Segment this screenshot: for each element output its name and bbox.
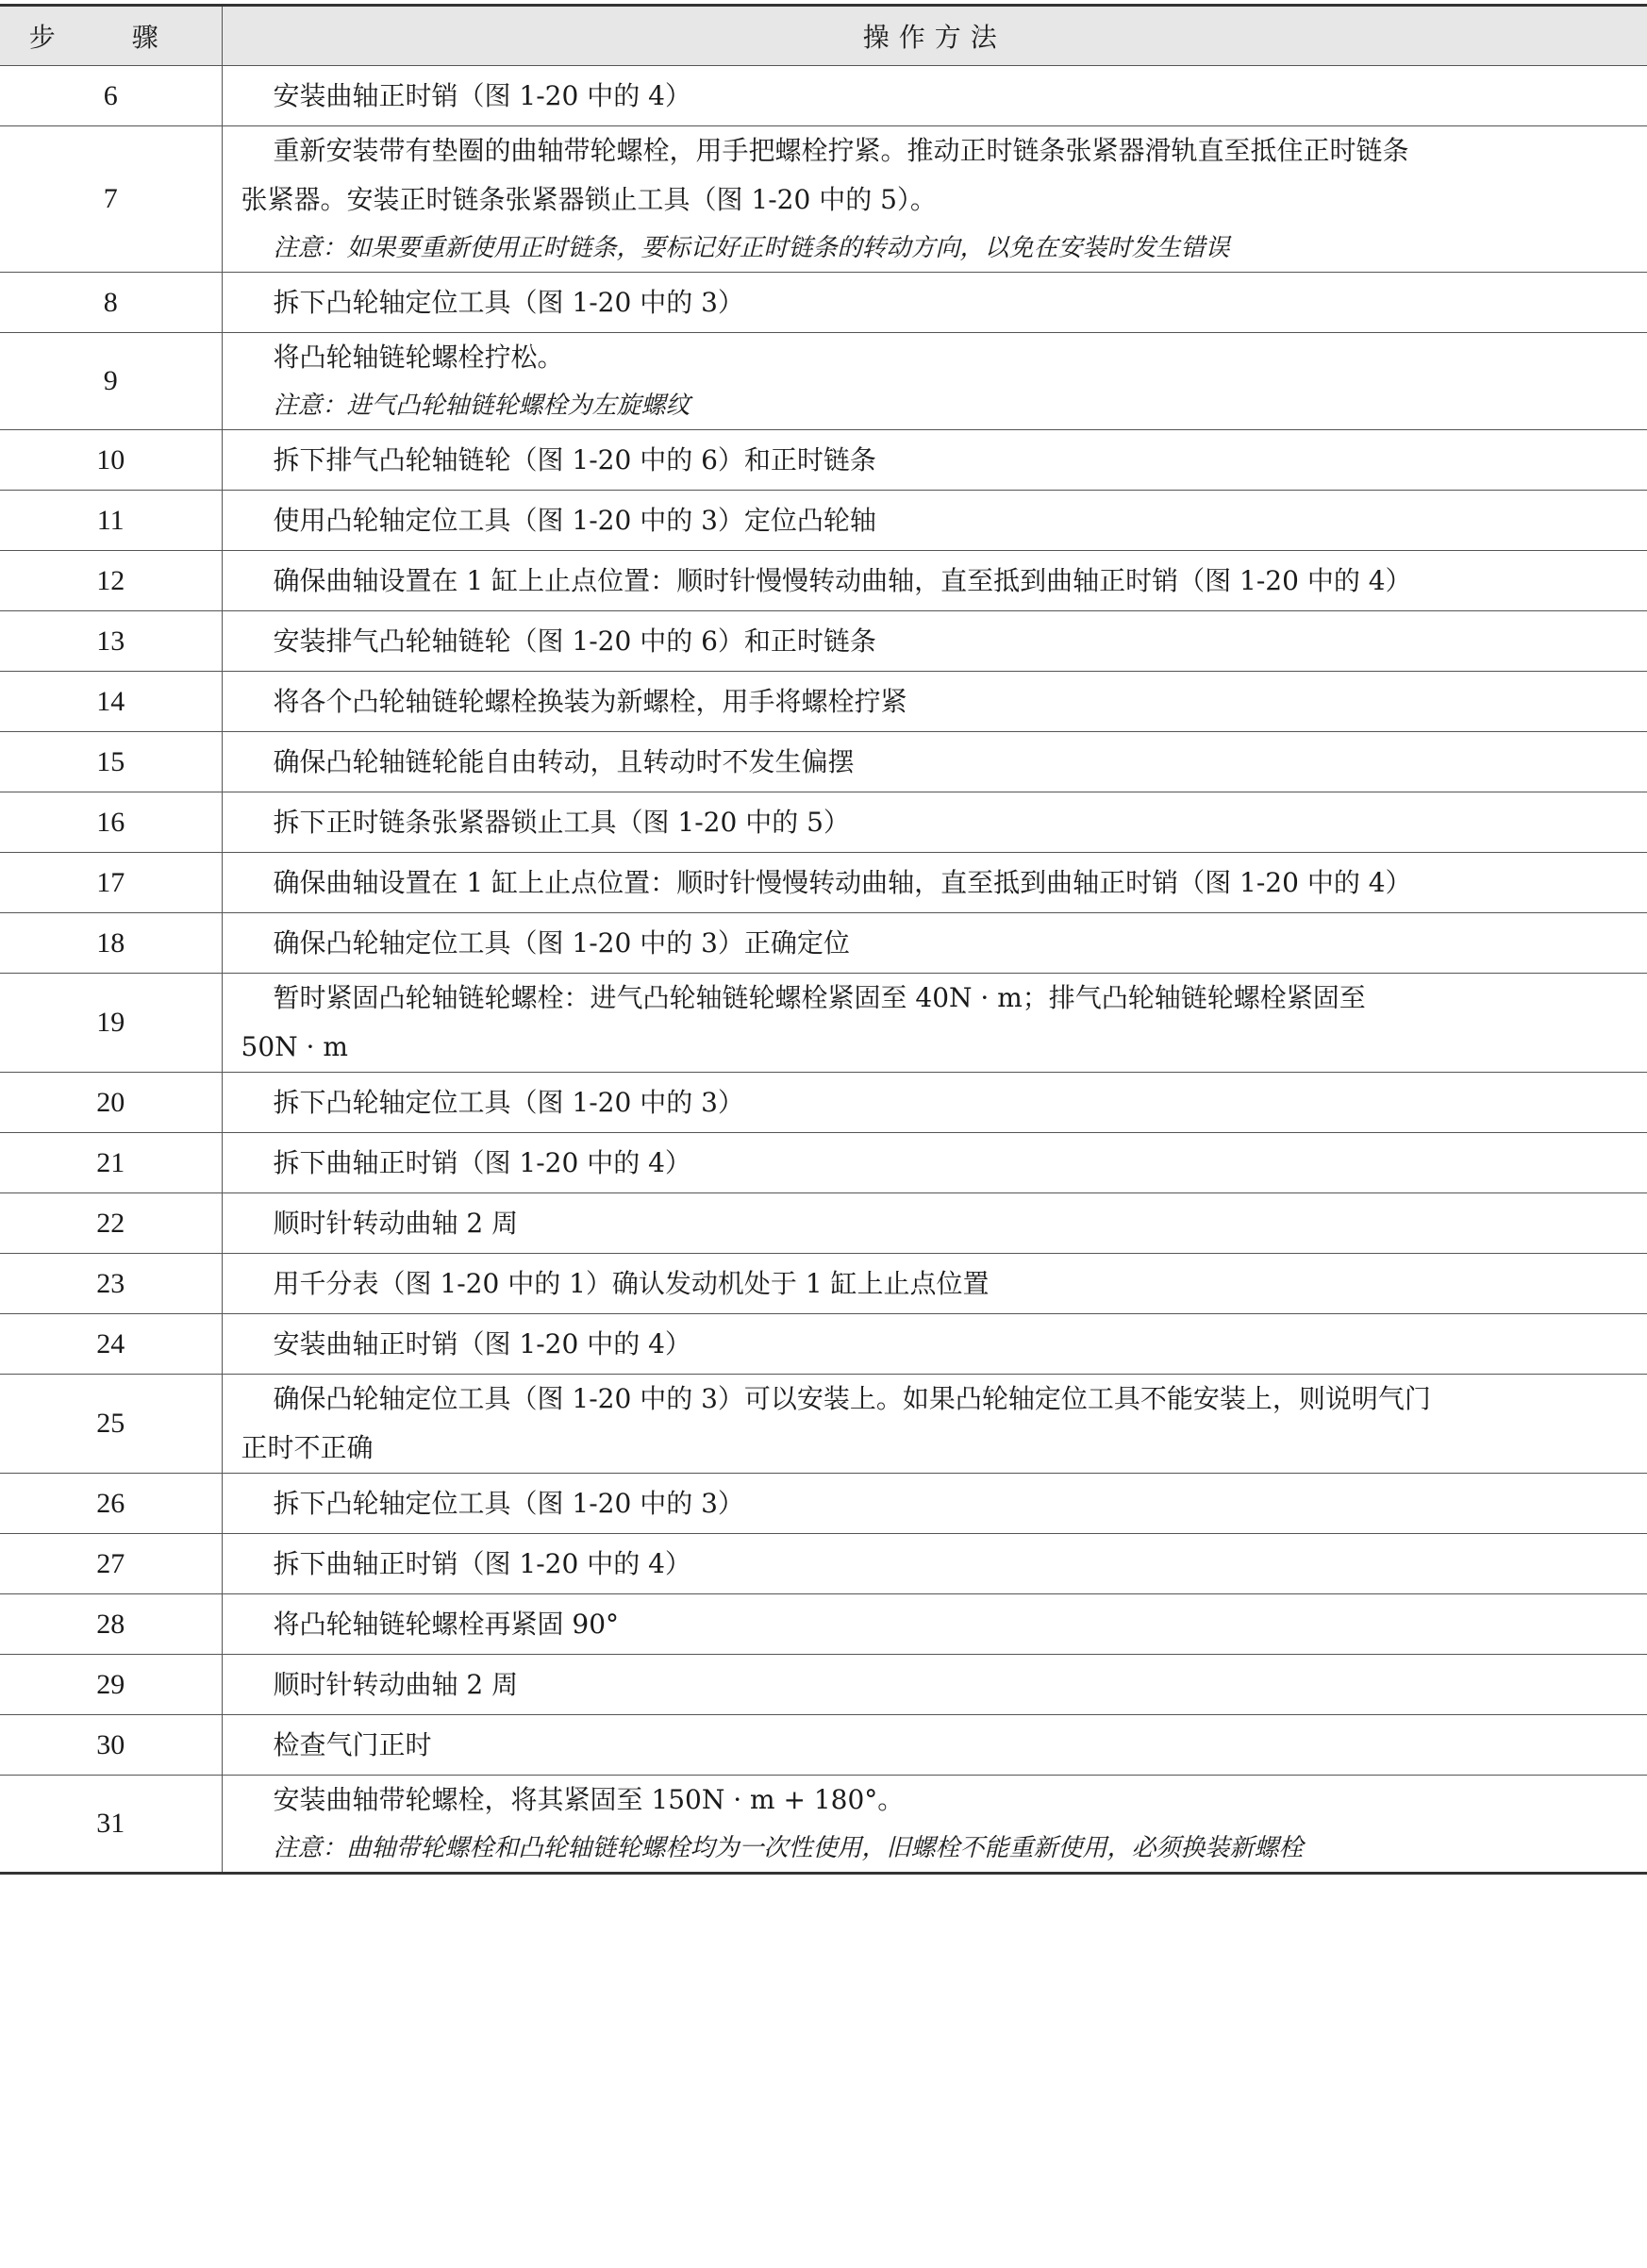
- step-method: [222, 333, 1647, 430]
- caution-note: 注意：曲轴带轮螺栓和凸轮轴链轮螺栓均为一次性使用，旧螺栓不能重新使用，必须换装新螺栓: [273, 1834, 1304, 1862]
- procedure-table: [0, 4, 1647, 1875]
- method-text: 安装曲轴正时销（图 1-20 中的 4）: [273, 79, 691, 111]
- step-number: 7: [0, 126, 222, 273]
- caution-note: 注意：进气凸轮轴链轮螺栓为左旋螺纹: [273, 392, 690, 420]
- table-row: [0, 1375, 1647, 1474]
- step-number: 16: [0, 792, 222, 853]
- table-row: [0, 792, 1647, 853]
- table-row: [0, 1314, 1647, 1375]
- method-text: 安装排气凸轮轴链轮（图 1-20 中的 6）和正时链条: [273, 625, 876, 657]
- table-row: [0, 126, 1647, 273]
- step-method: [222, 732, 1647, 792]
- table-row: [0, 491, 1647, 551]
- method-text: 拆下曲轴正时销（图 1-20 中的 4）: [273, 1547, 691, 1579]
- header-row: [0, 6, 1647, 66]
- table-row: [0, 430, 1647, 491]
- method-text: 拆下凸轮轴定位工具（图 1-20 中的 3）: [273, 1086, 744, 1118]
- method-text: 确保凸轮轴链轮能自由转动，且转动时不发生偏摆: [273, 745, 855, 777]
- method-text: 重新安装带有垫圈的曲轴带轮螺栓，用手把螺栓拧紧。推动正时链条张紧器滑轨直至抵住正时链条: [273, 135, 1409, 166]
- table-row: [0, 732, 1647, 792]
- method-text-continued: 50N · m: [241, 1031, 348, 1062]
- step-method: [222, 792, 1647, 853]
- table-row: [0, 611, 1647, 672]
- step-method: [222, 1655, 1647, 1715]
- table-row: [0, 1193, 1647, 1254]
- table-row: [0, 1776, 1647, 1874]
- step-number: 12: [0, 551, 222, 611]
- step-method: [222, 853, 1647, 913]
- step-number: 22: [0, 1193, 222, 1254]
- method-text: 将各个凸轮轴链轮螺栓换装为新螺栓，用手将螺栓拧紧: [273, 685, 907, 717]
- table-row: [0, 1594, 1647, 1655]
- step-number: 26: [0, 1474, 222, 1534]
- method-text: 拆下排气凸轮轴链轮（图 1-20 中的 6）和正时链条: [273, 443, 876, 475]
- step-number: 24: [0, 1314, 222, 1375]
- step-number: 18: [0, 913, 222, 974]
- table-row: [0, 913, 1647, 974]
- step-method: [222, 551, 1647, 611]
- step-number: 28: [0, 1594, 222, 1655]
- step-method: [222, 1534, 1647, 1594]
- method-text-continued: 正时不正确: [241, 1432, 374, 1463]
- step-method: [222, 430, 1647, 491]
- table-row: [0, 1474, 1647, 1534]
- step-number: 11: [0, 491, 222, 551]
- method-text: 安装曲轴正时销（图 1-20 中的 4）: [273, 1327, 691, 1359]
- step-method: [222, 1073, 1647, 1133]
- method-text: 拆下曲轴正时销（图 1-20 中的 4）: [273, 1146, 691, 1178]
- method-text: 确保凸轮轴定位工具（图 1-20 中的 3）正确定位: [273, 926, 850, 959]
- step-number: 14: [0, 672, 222, 732]
- step-method: [222, 913, 1647, 974]
- step-number: 21: [0, 1133, 222, 1193]
- step-number: 6: [0, 66, 222, 126]
- step-method: [222, 1715, 1647, 1776]
- method-text: 拆下凸轮轴定位工具（图 1-20 中的 3）: [273, 286, 744, 318]
- step-number: 27: [0, 1534, 222, 1594]
- method-text-continued: 张紧器。安装正时链条张紧器锁止工具（图 1-20 中的 5）。: [241, 184, 937, 215]
- table-body: [0, 66, 1647, 1874]
- step-number: 25: [0, 1375, 222, 1474]
- step-number: 10: [0, 430, 222, 491]
- step-number: 19: [0, 974, 222, 1073]
- step-method: [222, 1314, 1647, 1375]
- step-method: [222, 1254, 1647, 1314]
- table-row: [0, 273, 1647, 333]
- step-number: 13: [0, 611, 222, 672]
- step-method: [222, 611, 1647, 672]
- table-row: [0, 66, 1647, 126]
- step-number: 20: [0, 1073, 222, 1133]
- step-method: [222, 1193, 1647, 1254]
- method-text: 确保凸轮轴定位工具（图 1-20 中的 3）可以安装上。如果凸轮轴定位工具不能安装上，则说明气门: [273, 1383, 1431, 1414]
- step-number: 31: [0, 1776, 222, 1874]
- step-column-header: 步 骤: [0, 6, 222, 66]
- method-text: 暂时紧固凸轮轴链轮螺栓：进气凸轮轴链轮螺栓紧固至 40N · m；排气凸轮轴链轮螺栓紧固至: [273, 982, 1366, 1013]
- table-row: [0, 1715, 1647, 1776]
- step-number: 30: [0, 1715, 222, 1776]
- table-row: [0, 1133, 1647, 1193]
- step-method: [222, 491, 1647, 551]
- step-number: 15: [0, 732, 222, 792]
- step-number: 9: [0, 333, 222, 430]
- table-row: [0, 1655, 1647, 1715]
- table-row: [0, 1073, 1647, 1133]
- method-text: 确保曲轴设置在 1 缸上止点位置：顺时针慢慢转动曲轴，直至抵到曲轴正时销（图 1-20 中的 4）: [273, 564, 1412, 596]
- step-number: 23: [0, 1254, 222, 1314]
- table-row: [0, 974, 1647, 1073]
- step-method: [222, 1474, 1647, 1534]
- step-method: [222, 1133, 1647, 1193]
- method-text: 拆下凸轮轴定位工具（图 1-20 中的 3）: [273, 1487, 744, 1519]
- method-text: 检查气门正时: [273, 1728, 432, 1760]
- table-row: [0, 1254, 1647, 1314]
- step-method: [222, 672, 1647, 732]
- method-column-header: 操作方法: [222, 6, 1647, 66]
- step-method: [222, 1776, 1647, 1874]
- method-text: 将凸轮轴链轮螺栓拧松。: [273, 342, 564, 373]
- caution-note: 注意：如果要重新使用正时链条，要标记好正时链条的转动方向，以免在安装时发生错误: [273, 234, 1230, 262]
- step-method: [222, 974, 1647, 1073]
- method-text: 使用凸轮轴定位工具（图 1-20 中的 3）定位凸轮轴: [273, 504, 876, 536]
- step-number: 17: [0, 853, 222, 913]
- step-method: [222, 1375, 1647, 1474]
- step-method: [222, 126, 1647, 273]
- method-text: 确保曲轴设置在 1 缸上止点位置：顺时针慢慢转动曲轴，直至抵到曲轴正时销（图 1-20 中的 4）: [273, 866, 1412, 898]
- step-method: [222, 273, 1647, 333]
- method-text: 顺时针转动曲轴 2 周: [273, 1668, 519, 1700]
- method-text: 顺时针转动曲轴 2 周: [273, 1207, 519, 1239]
- table-row: [0, 672, 1647, 732]
- table-header: [0, 6, 1647, 66]
- table-row: [0, 853, 1647, 913]
- step-number: 8: [0, 273, 222, 333]
- step-number: 29: [0, 1655, 222, 1715]
- method-text: 用千分表（图 1-20 中的 1）确认发动机处于 1 缸上止点位置: [273, 1267, 990, 1299]
- method-text: 拆下正时链条张紧器锁止工具（图 1-20 中的 5）: [273, 806, 850, 838]
- method-text: 安装曲轴带轮螺栓，将其紧固至 150N · m + 180°。: [273, 1784, 905, 1815]
- method-text: 将凸轮轴链轮螺栓再紧固 90°: [273, 1608, 620, 1640]
- step-method: [222, 66, 1647, 126]
- table-row: [0, 333, 1647, 430]
- step-method: [222, 1594, 1647, 1655]
- table-row: [0, 1534, 1647, 1594]
- table-row: [0, 551, 1647, 611]
